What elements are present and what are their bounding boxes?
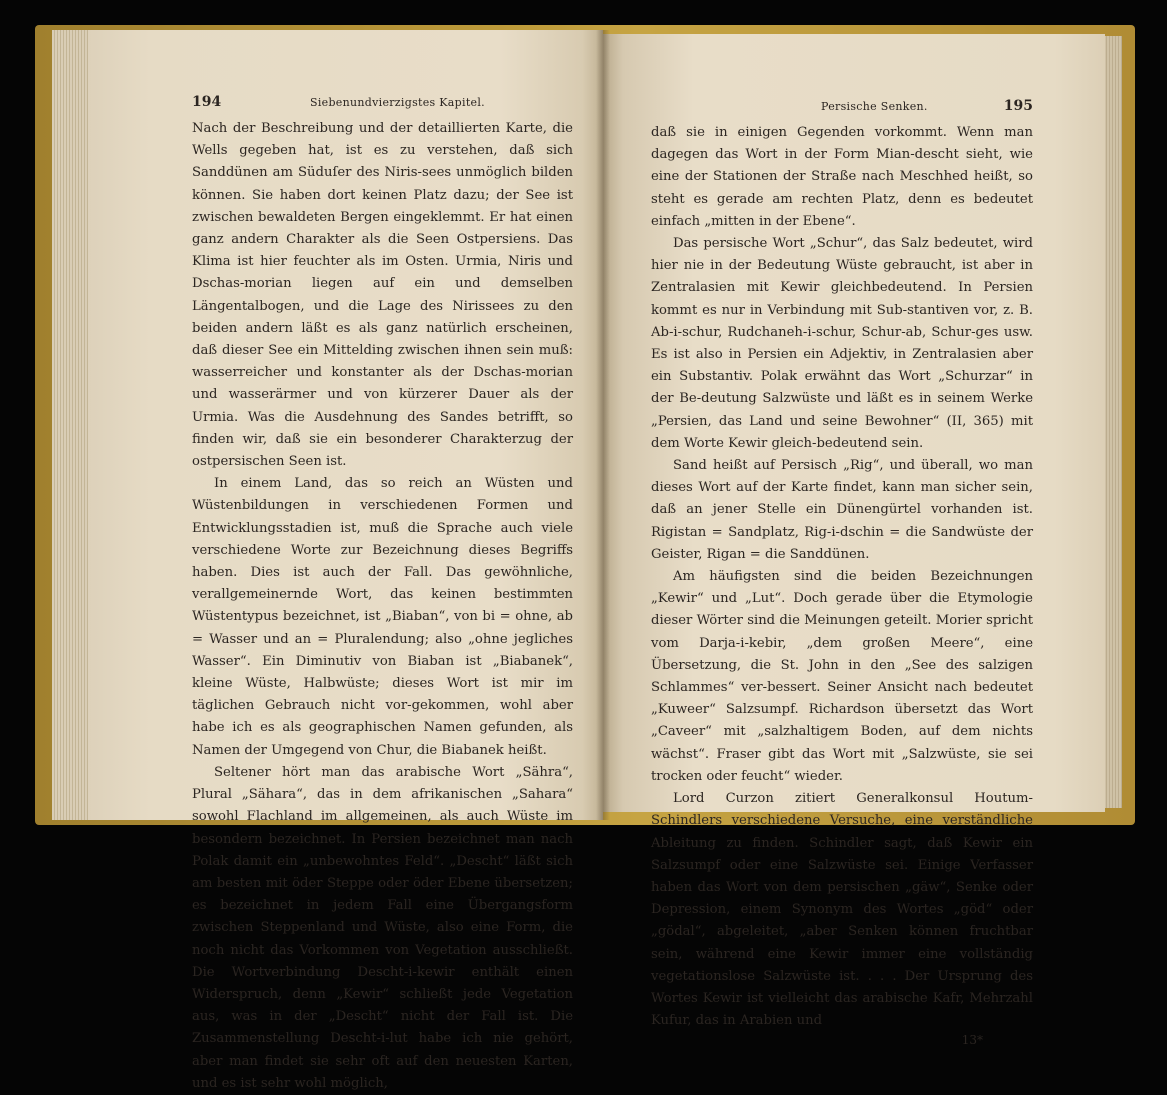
page-stack-right — [1104, 36, 1122, 808]
page-number: 195 — [1003, 98, 1033, 114]
paragraph: Nach der Beschreibung und der detaillierten Karte, die Wells gegeben hat, ist es zu verstehen, daß sich Sanddünen am Süduſer des Niris-sees unmöglich bilden können. Sie haben dort keinen Platz dazu; der See ist zwischen bewaldeten Bergen eingeklemmt. Er hat einen ganz andern Charakter als die Seen Ostpersiens. Das Klima ist hier feuchter als im Osten. Urmia, Niris und Dschas-morian liegen auf ein und demselben Längentalbogen, und die Lage des Nirissees zu den beiden andern läßt es als ganz natürlich erscheinen, daß dieser See ein Mittelding zwischen ihnen sein muß: wasserreicher und konstanter als der Dschas-morian und wasserärmer und von kürzerer Dauer als der Urmia. Was die Ausdehnung des Sandes betrifft, so finden wir, daß sie ein besonderer Charakterzug der ostpersischen Seen ist. — [192, 121, 573, 470]
paragraph: daß sie in einigen Gegenden vorkommt. Wenn man dagegen das Wort in der Form Mian-descht sieht, wie eine der Stationen der Straße nach Meschhed heißt, so steht es gerade am rechten Platz, denn es bedeutet einfach „mitten in der Ebene“. — [651, 125, 1033, 229]
right-page-header — [651, 100, 1033, 122]
paragraph: Das persische Wort „Schur“, das Salz bedeutet, wird hier nie in der Bedeutung Wüste gebraucht, ist aber in Zentralasien mit Kewir gleichbedeutend. In Persien kommt es nur in Verbindung mit Sub-stantiven vor, z. B. Ab-i-schur, Rudchaneh-i-schur, Schur-ab, Schur-ges usw. Es ist also in Persien ein Adjektiv, in Zentralasien aber ein Substantiv. Polak erwähnt das Wort „Schurzar“ in der Be-deutung Salzwüste und läßt es in seinem Werke „Persien, das Land und seine Bewohner“ (II, 365) mit dem Worte Kewir gleich-bedeutend sein. — [651, 236, 1033, 451]
running-head: Siebenundvierzigstes Kapitel. — [310, 96, 485, 109]
signature-mark: 13* — [961, 1033, 983, 1048]
paragraph: Seltener hört man das arabische Wort „Sähra“, Plural „Sähara“, das in dem afrikanischen „Sahara“ sowohl Flachland im allgemeinen, als auch Wüste im besondern bezeichnet. In Persien bezeichnet man nach Polak damit ein „unbewohntes Feld“. „Descht“ läßt sich am besten mit öder Steppe oder öder Ebene übersetzen; es bezeichnet in jedem Fall eine Übergangsform zwischen Steppenland und Wüste, also eine Form, die noch nicht das Vorkommen von Vegetation ausschließt. Die Wortverbindung Descht-i-kewir enthält einen Widerspruch, denn „Kewir“ schließt jede Vegetation aus, was in der „Descht“ nicht der Fall ist. Die Zusammenstellung Descht-i-lut habe ich nie gehört, aber man findet sie sehr oft auf den neuesten Karten, und es ist sehr wohl möglich, — [192, 764, 573, 1091]
right-page — [603, 34, 1105, 1048]
page-number: 194 — [192, 94, 222, 110]
left-page-header — [192, 96, 573, 118]
paragraph: Am häufigsten sind die beiden Bezeichnungen „Kewir“ und „Lut“. Doch gerade über die Etymologie dieser Wörter sind die Meinungen geteilt. Morier spricht vom Darja-i-kebir, „dem großen Meere“, eine Übersetzung, die St. John in den „See des salzigen Schlammes“ ver-bessert. Seiner Ansicht nach bedeutet „Kuweer“ Salzsumpf. Richardson übersetzt das Wort „Caveer“ mit „salzhaltigem Boden, auf dem nichts wächst“. Fraser gibt das Wort mit „Salzwüste, sie sei trocken oder feucht“ wieder. — [651, 569, 1033, 784]
paragraph: In einem Land, das so reich an Wüsten und Wüstenbildungen in verschiedenen Formen und Entwicklungsstadien ist, muß die Sprache auch viele verschiedene Worte zur Bezeichnung dieses Begriffs haben. Dies ist auch der Fall. Das gewöhnliche, verallgemeinernde Wort, das keinen bestimmten Wüstentypus bezeichnet, ist „Biaban“, von bi = ohne, ab = Wasser und an = Pluralendung; also „ohne jegliches Wasser“. Ein Diminutiv von Biaban ist „Biabanek“, kleine Wüste, Halbwüste; dieses Wort ist mir im täglichen Gebrauch nicht vor-gekommen, wohl aber habe ich es als geographischen Namen gefunden, als Namen der Umgegend von Chur, die Biabanek heißt. — [192, 476, 573, 758]
running-head: Persische Senken. — [821, 100, 928, 113]
book-gutter — [596, 30, 610, 820]
paragraph: Sand heißt auf Persisch „Rig“, und überall, wo man dieses Wort auf der Karte findet, kann man sicher sein, daß an jener Stelle ein Dünengürtel vorhanden ist. Rigistan = Sandplatz, Rig-i-dschin = die Sandwüste der Geister, Rigan = die Sanddünen. — [651, 458, 1033, 562]
left-page — [88, 30, 603, 1091]
paragraph: Lord Curzon zitiert Generalkonsul Houtum-Schindlers verschiedene Versuche, eine verständliche Ableitung zu finden. Schindler sagt, daß Kewir ein Salzsumpf oder eine Salzwüste sei. Einige Verfasser haben das Wort von dem persischen „gäw“, Senke oder Depression, einem Synonym des Wortes „göd“ oder „gödal“, abgeleitet, „aber Senken können fruchtbar sein, während eine Kewir immer eine vollständig vegetationslose Salzwüste ist. . . . Der Ursprung des Wortes Kewir ist vielleicht das arabische Kafr, Mehrzahl Kufur, das in Arabien und — [651, 791, 1033, 1029]
